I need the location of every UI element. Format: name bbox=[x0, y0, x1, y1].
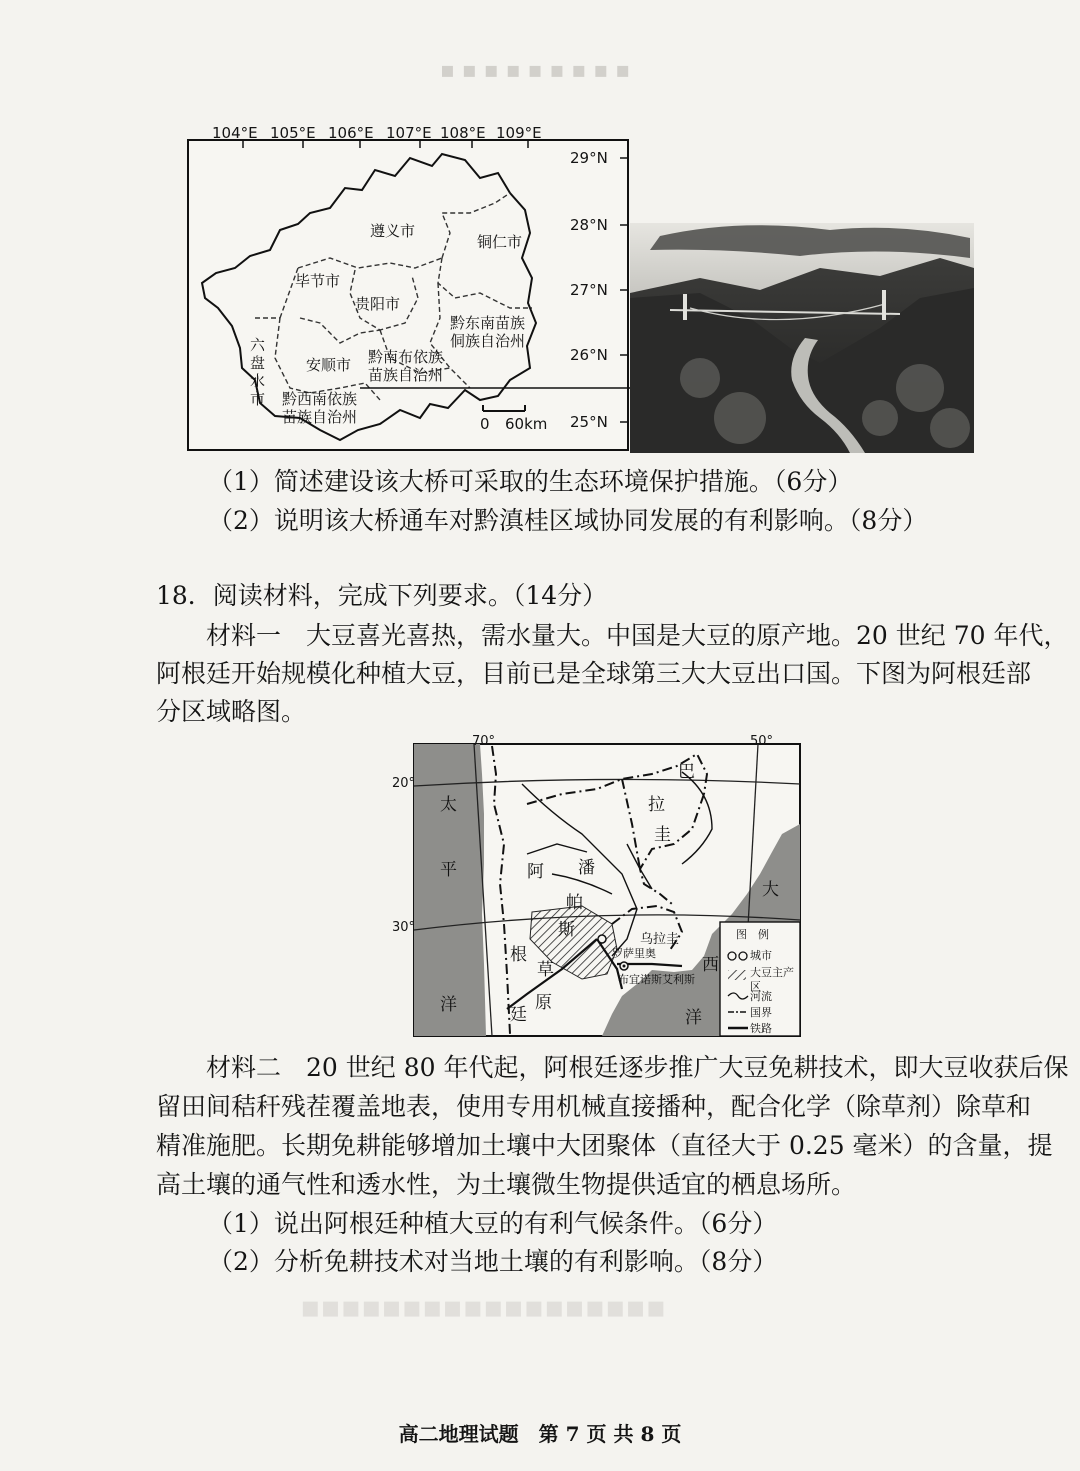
bleed-through-text: ▪ ▪ ▪ ▪ ▪ ▪ ▪ ▪ ▪ bbox=[440, 58, 631, 83]
ocean-atlantic-3: 洋 bbox=[685, 1008, 702, 1028]
q18-material2-line1: 材料二 20 世纪 80 年代起，阿根廷逐步推广大豆免耕技术，即大豆收获后保 bbox=[206, 1053, 1069, 1082]
lon-label-109: 109°E bbox=[496, 124, 542, 142]
label-liupanshui-3: 水 bbox=[250, 372, 266, 390]
label-qiandongnan-1: 黔东南苗族 bbox=[450, 314, 526, 332]
lat-label-29: 29°N bbox=[570, 149, 608, 167]
q17-sub2: （2）说明该大桥通车对黔滇桂区域协同发展的有利影响。（8分） bbox=[208, 506, 928, 535]
ocean-pacific-3: 洋 bbox=[440, 995, 457, 1015]
label-anshun: 安顺市 bbox=[306, 356, 352, 374]
pampas-5: 原 bbox=[535, 993, 552, 1013]
ocean-pacific-1: 太 bbox=[440, 795, 457, 815]
label-bijie: 毕节市 bbox=[295, 272, 341, 290]
lat-label-30: 30° bbox=[392, 920, 416, 935]
q18-material2-line2: 留田间秸秆残茬覆盖地表，使用专用机械直接播种，配合化学（除草剂）除草和 bbox=[156, 1092, 1032, 1121]
ocean-atlantic-2: 西 bbox=[702, 955, 719, 975]
label-guiyang: 贵阳市 bbox=[355, 295, 401, 313]
lon-label-104: 104°E bbox=[212, 124, 258, 142]
pampas-4: 草 bbox=[537, 960, 554, 980]
lat-label-25: 25°N bbox=[570, 413, 608, 431]
pampas-1: 潘 bbox=[578, 858, 595, 878]
label-tongren: 铜仁市 bbox=[477, 233, 523, 251]
label-qiannan-2: 苗族自治州 bbox=[368, 366, 444, 384]
ocean-pacific-2: 平 bbox=[440, 860, 457, 880]
lon-label-50: 50° bbox=[750, 734, 774, 749]
label-liupanshui-2: 盘 bbox=[250, 354, 266, 372]
lat-label-20: 20° bbox=[392, 776, 416, 791]
paraguay-2: 拉 bbox=[648, 795, 665, 815]
lon-label-105: 105°E bbox=[270, 124, 316, 142]
country-argentina-1: 阿 bbox=[527, 862, 544, 882]
label-liupanshui-1: 六 bbox=[250, 336, 266, 354]
lat-label-26: 26°N bbox=[570, 346, 608, 364]
city-buenos-aires: 布宜诺斯艾利斯 bbox=[618, 973, 695, 986]
label-uruguay: 乌拉圭 bbox=[640, 932, 680, 947]
legend-item-railway: 铁路 bbox=[750, 1022, 772, 1035]
page-footer: 高二地理试题 第 7 页 共 8 页 bbox=[398, 1422, 682, 1446]
country-argentina-2: 根 bbox=[510, 945, 527, 965]
lon-label-108: 108°E bbox=[440, 124, 486, 142]
lon-label-106: 106°E bbox=[328, 124, 374, 142]
label-zunyi: 遵义市 bbox=[370, 222, 416, 240]
label-qianxinan-1: 黔西南依族 bbox=[282, 390, 358, 408]
argentina-map bbox=[412, 734, 804, 1040]
label-qiandongnan-2: 侗族自治州 bbox=[450, 332, 526, 350]
lon-label-107: 107°E bbox=[386, 124, 432, 142]
q18-sub2: （2）分析免耕技术对当地土壤的有利影响。（8分） bbox=[208, 1247, 778, 1276]
ocean-atlantic-1: 大 bbox=[762, 880, 779, 900]
lat-label-28: 28°N bbox=[570, 216, 608, 234]
scale-zero: 0 bbox=[480, 415, 490, 433]
legend-item-river: 河流 bbox=[750, 990, 772, 1003]
pacific-ocean bbox=[414, 744, 486, 1036]
country-argentina-3: 廷 bbox=[510, 1005, 527, 1025]
city-rosario-marker bbox=[598, 935, 606, 943]
q18-material1-line1: 材料一 大豆喜光喜热，需水量大。中国是大豆的原产地。20 世纪 70 年代， bbox=[206, 621, 1069, 650]
legend-item-soybean: 大豆主产区 bbox=[750, 966, 794, 993]
city-rosario: 罗萨里奥 bbox=[612, 947, 656, 960]
lat-label-27: 27°N bbox=[570, 281, 608, 299]
paraguay-1: 巴 bbox=[678, 762, 695, 782]
q18-title: 18．阅读材料，完成下列要求。（14分） bbox=[156, 581, 608, 610]
legend-title: 图 例 bbox=[736, 928, 769, 941]
legend-item-border: 国界 bbox=[750, 1006, 772, 1019]
scale-label: 60km bbox=[505, 415, 548, 433]
q18-material2-line4: 高土壤的通气性和透水性，为土壤微生物提供适宜的栖息场所。 bbox=[156, 1170, 857, 1199]
q17-sub1: （1）简述建设该大桥可采取的生态环境保护措施。（6分） bbox=[208, 467, 853, 496]
label-liupanshui-4: 市 bbox=[250, 390, 266, 408]
lon-label-70: 70° bbox=[472, 734, 496, 749]
q18-material2-line3: 精准施肥。长期免耕能够增加土壤中大团聚体（直径大于 0.25 毫米）的含量，提 bbox=[156, 1131, 1053, 1160]
pampas-3: 斯 bbox=[558, 920, 575, 940]
q18-sub1: （1）说出阿根廷种植大豆的有利气候条件。（6分） bbox=[208, 1209, 778, 1238]
pampas-2: 帕 bbox=[566, 893, 583, 913]
q18-material1-line3: 分区域略图。 bbox=[156, 697, 307, 726]
label-qiannan-1: 黔南布依族 bbox=[368, 348, 444, 366]
legend-item-city: 城市 bbox=[750, 949, 772, 962]
q18-material1-line2: 阿根廷开始规模化种植大豆，目前已是全球第三大大豆出口国。下图为阿根廷部 bbox=[156, 659, 1032, 688]
bleed-through-heading: ▪▪▪▪▪▪▪▪▪▪▪▪▪▪▪▪▪▪ bbox=[300, 1290, 666, 1325]
paraguay-3: 圭 bbox=[654, 825, 671, 845]
label-qianxinan-2: 苗族自治州 bbox=[282, 408, 358, 426]
bridge-photo bbox=[630, 223, 974, 453]
